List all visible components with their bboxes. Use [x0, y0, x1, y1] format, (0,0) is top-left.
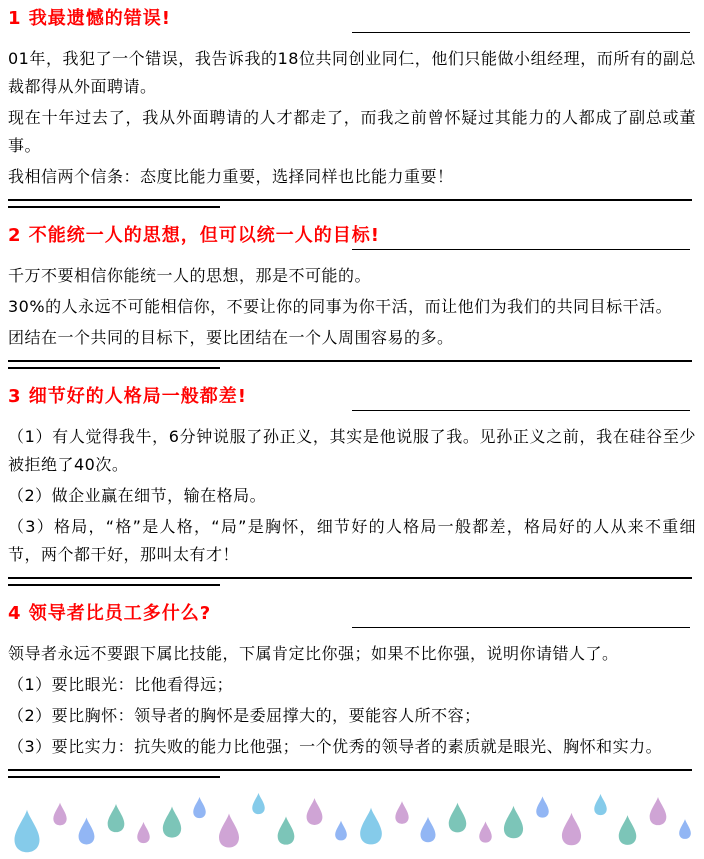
paragraph: 团结在一个共同的目标下，要比团结在一个人周围容易的多。 [8, 328, 454, 347]
separator-long-rule [8, 360, 692, 362]
water-droplet-icon [478, 819, 493, 845]
separator-short-rule [8, 776, 220, 778]
heading-side-rule [352, 627, 690, 628]
water-droplet-icon [447, 798, 468, 837]
water-droplet-icon [52, 801, 68, 827]
water-droplet-icon [77, 814, 96, 848]
paragraph: （1）有人觉得我牛，6分钟说服了孙正义，其实是他说服了我。见孙正义之前，我在硅谷至少被拒绝了40次。 [8, 427, 696, 474]
paragraph: （1）要比眼光：比他看得远； [8, 675, 234, 694]
paragraph: 我相信两个信条：态度比能力重要，选择同样也比能力重要！ [8, 167, 454, 186]
water-droplet-icon [276, 812, 296, 849]
heading-side-rule [352, 32, 690, 33]
separator-short-rule [8, 367, 220, 369]
water-droplet-icon [12, 805, 42, 857]
paragraph: （2）做企业赢在细节，输在格局。 [8, 486, 267, 505]
paragraph: （3）格局，“格”是人格，“局”是胸怀，细节好的人格局一般都差，格局好的人从来不重细节，两个都干好，那叫太有才！ [8, 517, 696, 564]
water-droplet-icon [617, 811, 638, 849]
water-droplet-icon [394, 799, 410, 826]
water-droplet-icon [419, 813, 437, 846]
water-droplet-icon [593, 791, 608, 818]
section-3-heading-row [8, 386, 696, 408]
paragraph: 现在十年过去了，我从外面聘请的人才都走了，而我之前曾怀疑过其能力的人都成了副总或董事。 [8, 108, 696, 155]
section-4-heading: 4 领导者比员工多什么? [8, 603, 212, 624]
section-2-heading-row [8, 225, 696, 247]
section-1-heading: 1 我最遗憾的错误! [8, 8, 171, 29]
separator-short-rule [8, 584, 220, 586]
water-droplet-icon [217, 809, 241, 852]
section-2 [8, 225, 696, 369]
separator-long-rule [8, 199, 692, 201]
section-separator [8, 769, 696, 778]
droplet-decoration [0, 788, 704, 859]
water-droplet-icon [334, 818, 348, 843]
separator-long-rule [8, 769, 692, 771]
section-separator [8, 199, 696, 208]
heading-side-rule [352, 410, 690, 411]
water-droplet-icon [136, 820, 151, 845]
section-2-heading: 2 不能统一人的思想，但可以统一人的目标! [8, 225, 380, 246]
water-droplet-icon [648, 793, 668, 829]
water-droplet-icon [678, 816, 692, 842]
water-droplet-icon [106, 799, 126, 837]
section-1-heading-row [8, 8, 696, 30]
separator-long-rule [8, 577, 692, 579]
water-droplet-icon [161, 802, 183, 842]
water-droplet-icon [251, 790, 266, 817]
paragraph: 领导者永远不要跟下属比技能，下属肯定比你强；如果不比你强，说明你请错人了。 [8, 644, 619, 663]
paragraph: 01年，我犯了一个错误，我告诉我的18位共同创业同仁，他们只能做小组经理，而所有的副总裁都得从外面聘请。 [8, 49, 696, 96]
water-droplet-icon [535, 793, 550, 821]
water-droplet-icon [358, 803, 384, 849]
section-4-heading-row [8, 603, 696, 625]
separator-short-rule [8, 206, 220, 208]
section-separator [8, 577, 696, 586]
paragraph: 30%的人永远不可能相信你，不要让你的同事为你干活，而让他们为我们的共同目标干活。 [8, 297, 673, 316]
section-1 [8, 8, 696, 208]
paragraph: （2）要比胸怀：领导者的胸怀是委屈撑大的，要能容人所不容； [8, 706, 481, 725]
water-droplet-icon [560, 808, 583, 850]
section-3-heading: 3 细节好的人格局一般都差! [8, 386, 247, 407]
section-3 [8, 386, 696, 586]
heading-side-rule [352, 249, 690, 250]
paragraph: 千万不要相信你能统一人的思想，那是不可能的。 [8, 266, 372, 285]
water-droplet-icon [192, 794, 207, 821]
paragraph: （3）要比实力：抗失败的能力比他强；一个优秀的领导者的素质就是眼光、胸怀和实力。 [8, 737, 663, 756]
section-4 [8, 603, 696, 778]
section-separator [8, 360, 696, 369]
water-droplet-icon [502, 801, 525, 843]
water-droplet-icon [305, 794, 324, 829]
